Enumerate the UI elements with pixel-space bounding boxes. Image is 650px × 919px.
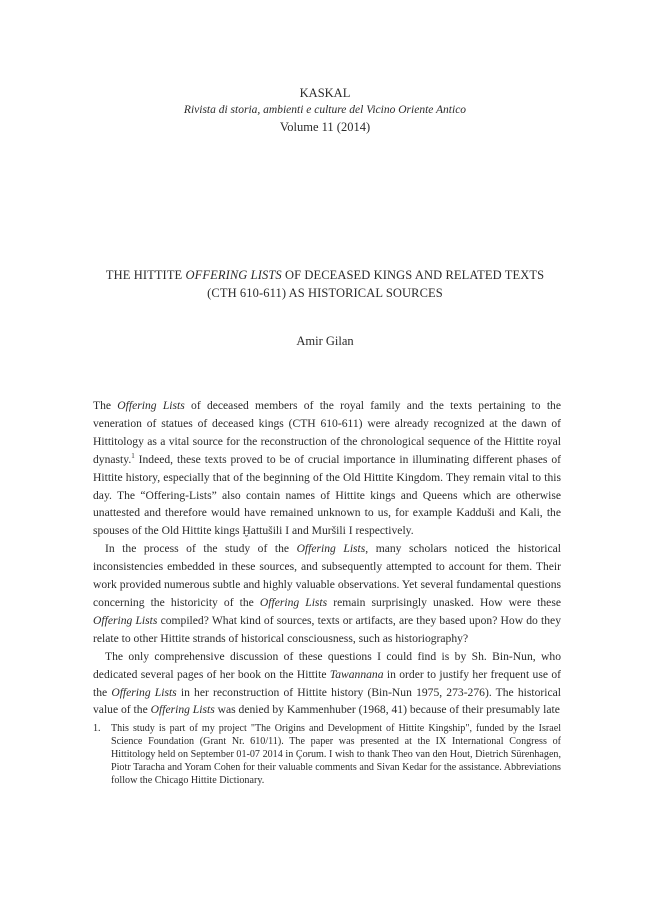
p2-italic-d: Offering Lists — [259, 595, 328, 609]
journal-header — [0, 85, 650, 136]
title-italic: OFFERING LISTS — [185, 268, 282, 282]
author-name: Amir Gilan — [296, 334, 354, 348]
p3-text-e: in her reconstruction of Hittite history (Bin-Nun 1975, 273-276). The historical value of the — [93, 685, 561, 717]
footnote-1 — [93, 722, 561, 787]
journal-name: KASKAL — [299, 86, 351, 100]
p3-text-a: The only comprehensive discussion of these questions I could find is by Sh. Bin-Nun, who dedicated several pages of her book on the Hittite — [93, 649, 561, 681]
footnote-text: This study is part of my project "The Origins and Development of Hittite Kingship", funded by the Israel Science Foundation (Grant Nr. 610/11). The paper was presented at the IX International Congress of Hittitology held on September 01-07 2014 in Çorum. I wish to thank Theo van den Hout, Dietrich Sürenhagen, Piotr Taracha and Yoram Cohen for their valuable comments and Sivan Kedar for the assistance. Abbreviations follow the Chicago Hittite Dictionary. — [111, 723, 561, 787]
p2-italic-b: Offering Lists — [296, 542, 366, 556]
p2-text-g: compiled? What kind of sources, texts or artifacts, are they based upon? How do they relate to other Hittite strands of historical consciousness, such as historiography? — [93, 613, 561, 645]
p1-text-a: The — [93, 399, 118, 412]
p2-text-c: , many scholars noticed the historical inconsistencies embedded in these sources, and subsequently attempted to account for them. Their work provided numerous subtle and highly valuable observations. Yet several fundamental questions concerning the historicity of the — [93, 542, 561, 609]
footnote-number: 1. — [93, 723, 101, 734]
p1-italic-offering-lists: Offering Lists — [117, 399, 185, 412]
p3-italic-d: Offering Lists — [111, 685, 177, 699]
p1-text-d: Indeed, these texts proved to be of crucial importance in illuminating different phases of Hittite history, especially that of the beginning of the Old Hittite Kingdom. They remain vital to this day. The “Offering-Lists” also contain names of Hittite kings and Queens which are otherwise unattested and therefore would have remained unknown to us, for example Kadduši and Kali, the spouses of the Old Hittite kings Ḫattušili I and Muršili I respectively. — [93, 452, 561, 538]
p2-text-a: In the process of the study of the — [105, 542, 297, 556]
paragraph-1 — [93, 397, 561, 540]
title-part1: THE HITTITE — [105, 268, 186, 282]
journal-volume: Volume 11 (2014) — [279, 120, 371, 134]
title-line2: (CTH 610-611) AS HISTORICAL SOURCES — [207, 286, 443, 300]
article-body — [93, 397, 561, 719]
paragraph-2 — [93, 540, 561, 647]
p2-text-e: remain surprisingly unasked. How were these — [327, 595, 561, 609]
article-title — [90, 266, 560, 302]
footnotes — [93, 722, 561, 787]
title-part2: OF DECEASED KINGS AND RELATED TEXTS — [281, 268, 545, 282]
p2-italic-f: Offering Lists — [93, 613, 158, 627]
p3-italic-tawannana: Tawannana — [329, 667, 384, 681]
footnote-ref-1[interactable]: 1 — [131, 451, 135, 460]
paragraph-3 — [93, 648, 561, 720]
journal-subtitle: Rivista di storia, ambienti e culture del Vicino Oriente Antico — [183, 104, 467, 116]
p3-text-g: was denied by Kammenhuber (1968, 41) because of their presumably late — [214, 703, 560, 717]
p1-text-c: of deceased members of the royal family and the texts pertaining to the veneration of statues of deceased kings (CTH 610-611) were already recognized at the dawn of Hittitology as a vital source for the reconstruction of the chronological sequence of the Hittite royal dynasty. — [93, 399, 561, 466]
p3-text-c: in order to justify her frequent use of the — [93, 667, 561, 699]
p3-italic-f: Offering Lists — [150, 703, 215, 717]
